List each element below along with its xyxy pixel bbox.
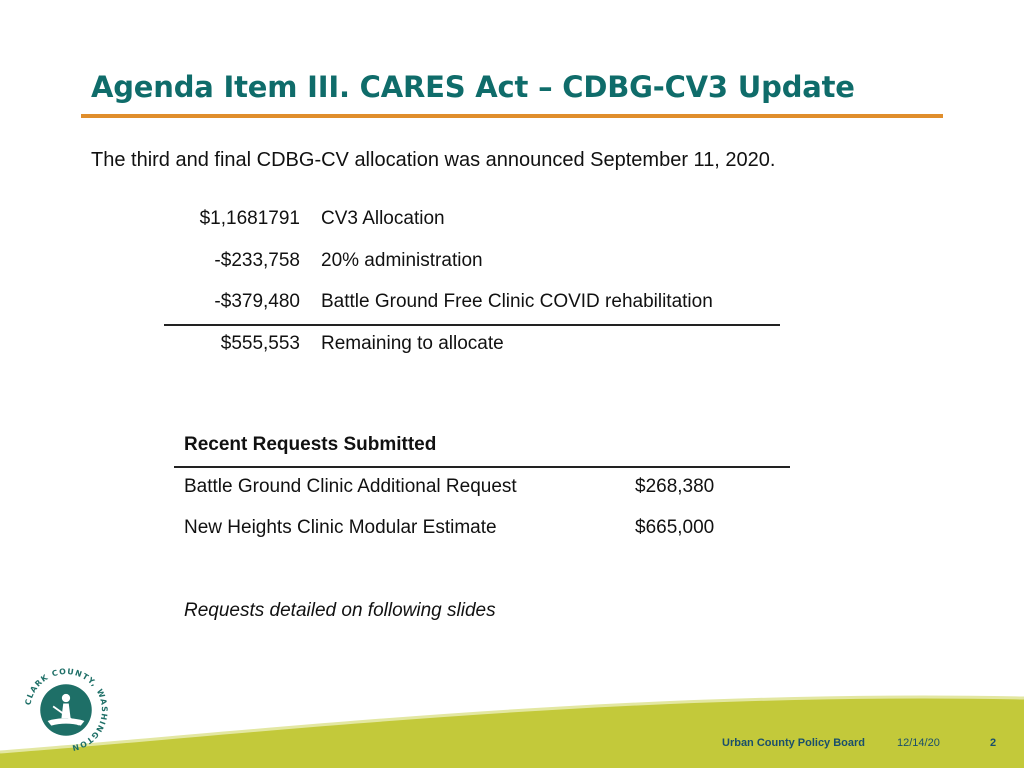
allocation-row bbox=[0, 208, 1024, 234]
request-amount: $665,000 bbox=[635, 517, 715, 538]
footer-wave bbox=[0, 640, 1024, 768]
allocation-total-row bbox=[0, 333, 1024, 359]
request-row bbox=[0, 476, 1024, 502]
request-amount: $268,380 bbox=[635, 476, 715, 497]
intro-text: The third and final CDBG-CV allocation was announced September 11, 2020. bbox=[91, 149, 776, 171]
allocation-divider bbox=[164, 324, 780, 326]
slide-title: Agenda Item III. CARES Act – CDBG-CV3 Update bbox=[91, 70, 855, 104]
request-row bbox=[0, 517, 1024, 543]
allocation-amount: $1,1681791 bbox=[199, 208, 300, 229]
allocation-label: CV3 Allocation bbox=[321, 208, 445, 229]
allocation-amount: -$379,480 bbox=[214, 291, 300, 312]
logo-text: CLARK COUNTY, WASHINGTON bbox=[23, 666, 109, 753]
footer-wave-shape bbox=[0, 697, 1024, 768]
allocation-row bbox=[0, 250, 1024, 276]
request-name: New Heights Clinic Modular Estimate bbox=[184, 517, 497, 538]
allocation-label: 20% administration bbox=[321, 250, 483, 271]
allocation-label: Battle Ground Free Clinic COVID rehabilitation bbox=[321, 291, 713, 312]
title-underline bbox=[81, 114, 943, 118]
allocation-row bbox=[0, 291, 1024, 317]
allocation-amount: -$233,758 bbox=[214, 250, 300, 271]
request-name: Battle Ground Clinic Additional Request bbox=[184, 476, 517, 497]
footer-date: 12/14/20 bbox=[897, 737, 940, 749]
allocation-total-label: Remaining to allocate bbox=[321, 333, 504, 354]
footer-page-number: 2 bbox=[990, 737, 997, 749]
footer-organization: Urban County Policy Board bbox=[722, 737, 866, 749]
requests-note: Requests detailed on following slides bbox=[184, 600, 496, 621]
county-logo bbox=[20, 664, 112, 756]
paddler-head-icon bbox=[62, 694, 70, 702]
requests-heading: Recent Requests Submitted bbox=[184, 434, 437, 455]
requests-divider bbox=[174, 466, 790, 468]
allocation-total-amount: $555,553 bbox=[220, 333, 300, 354]
